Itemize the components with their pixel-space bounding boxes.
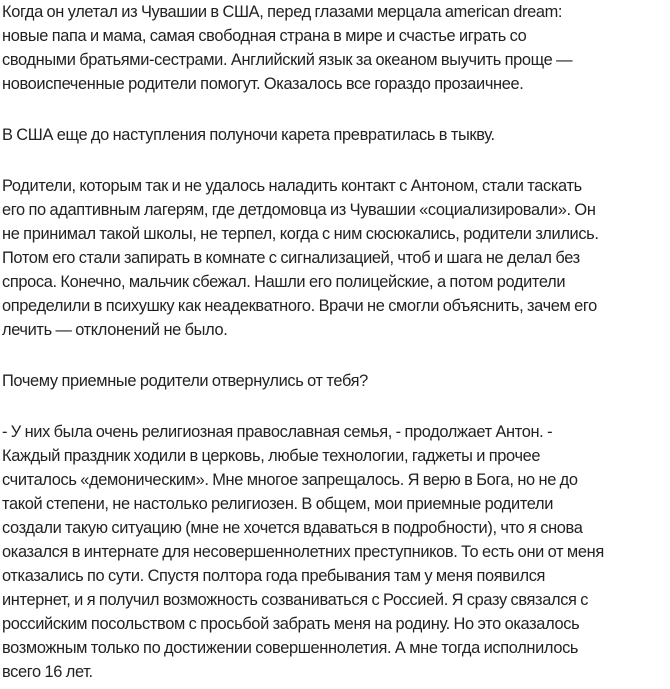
text-line: - У них была очень религиозная православная семья, - продолжает Антон. - [2, 423, 553, 441]
text-line: интернет, и я получил возможность созваниваться с Россией. Я сразу связался с [2, 591, 589, 609]
text-line: новые папа и мама, самая свободная страна в мире и счастье играть со [2, 27, 527, 45]
paragraph-answer [2, 420, 668, 684]
text-line: возможным только по достижении совершеннолетия. А мне тогда исполнилось [2, 639, 579, 657]
text-line: его по адаптивным лагерям, где детдомовца из Чувашии «социализировали». Он [2, 201, 596, 219]
text-line: В США еще до наступления полуночи карета превратилась в тыкву. [2, 126, 495, 144]
text-line: сводными братьями-сестрами. Английский язык за океаном выучить проще — [2, 51, 573, 69]
text-line: Каждый праздник ходили в церковь, любые технологии, гаджеты и прочее [2, 447, 541, 465]
text-line: такой степени, не настолько религиозен. В общем, мои приемные родители [2, 495, 554, 513]
text-line: определили в психушку как неадекватного. Врачи не смогли объяснить, зачем его [2, 297, 597, 315]
text-line: Потом его стали запирать в комнате с сигнализацией, чтоб и шага не делал без [2, 249, 580, 267]
paragraph-pumpkin [2, 123, 668, 147]
text-line: считалось «демоническим». Мне многое запрещалось. Я верю в Бога, но не до [2, 471, 578, 489]
text-line: оказался в интернате для несовершеннолетних преступников. То есть они от меня [2, 543, 604, 561]
text-line: Когда он улетал из Чувашии в США, перед глазами мерцала american dream: [2, 3, 563, 21]
text-line: отказались по сути. Спустя полтора года пребывания там у меня появился [2, 567, 546, 585]
text-line: новоиспеченные родители помогут. Оказалось все гораздо прозаичнее. [2, 75, 524, 93]
text-line: не принимал такой школы, не терпел, когда с ним сюсюкались, родители злились. [2, 225, 599, 243]
paragraph-intro [2, 0, 668, 96]
paragraph-question [2, 369, 668, 393]
text-line: спроса. Конечно, мальчик сбежал. Нашли его полицейские, а потом родители [2, 273, 566, 291]
paragraph-camps [2, 174, 668, 342]
text-line: российским посольством с просьбой забрать меня на родину. Но это оказалось [2, 615, 580, 633]
text-line: создали такую ситуацию (мне не хочется вдаваться в подробности), что я снова [2, 519, 583, 537]
text-line: Почему приемные родители отвернулись от тебя? [2, 372, 368, 390]
text-line: всего 16 лет. [2, 663, 93, 681]
text-line: лечить — отклонений не было. [2, 321, 228, 339]
text-line: Родители, которым так и не удалось наладить контакт с Антоном, стали таскать [2, 177, 582, 195]
